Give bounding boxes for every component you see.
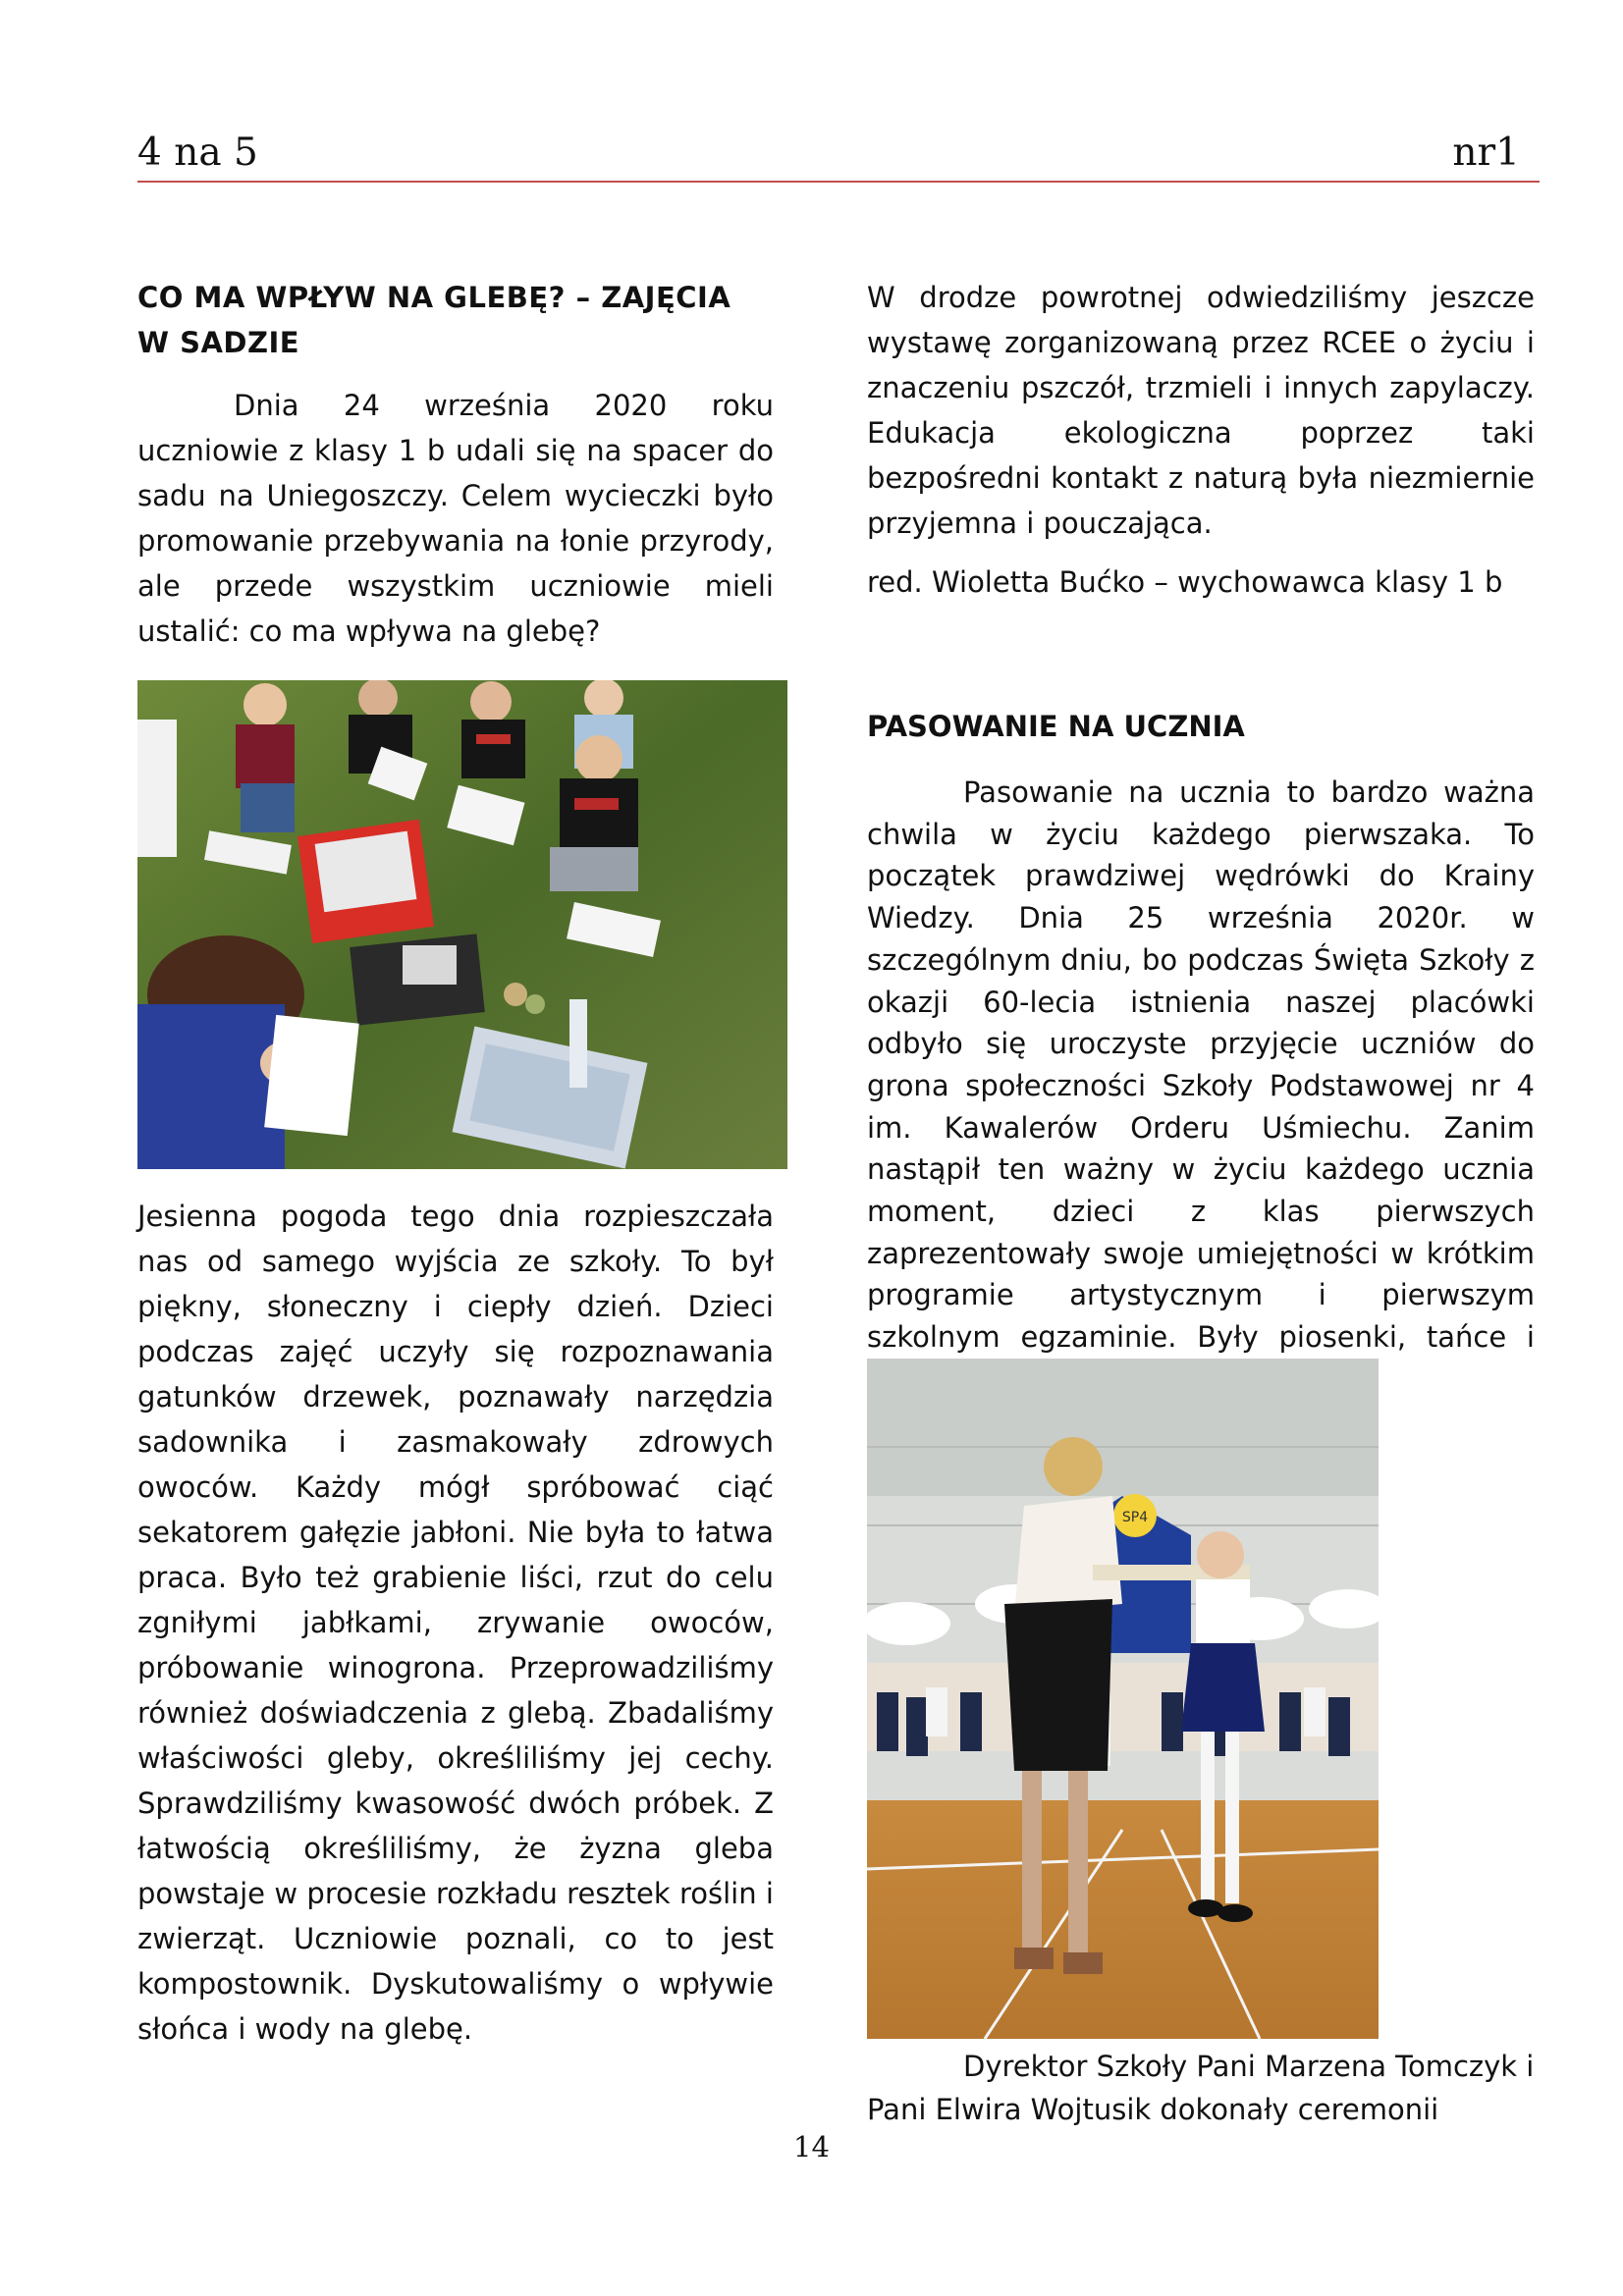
article1-continuation: W drodze powrotnej odwiedziliśmy jeszcze wystawę zorganizowaną przez RCEE o życiu i znaczeniu pszczół, trzmieli i innych zapylaczy. Edukacja ekologiczna poprzez taki bezpośredni kontakt z naturą była niezmiernie przyjemna i pouczająca. (867, 281, 1535, 540)
school-badge-text: SP4 (1121, 1510, 1149, 1525)
article2-title: PASOWANIE NA UCZNIA (867, 710, 1245, 743)
publication-title: 4 na 5 (137, 131, 258, 175)
orchard-photo (137, 680, 787, 1169)
article1-intro: Dnia 24 września 2020 roku uczniowie z klasy 1 b udali się na spacer do sadu na Uniegoszczy. Celem wycieczki było promowanie przebywania na łonie przyrody, ale przede wszystkim uczniowie mieli ustalić: co ma wpływa na glebę? (137, 389, 774, 648)
article1-body: Jesienna pogoda tego dnia rozpieszczała nas od samego wyjścia ze szkoły. To był piękny, słoneczny i ciepły dzień. Dzieci podczas zajęć uczyły się rozpoznawania gatunków drzewek, poznawały narzędzia sadownika i zasmakowały zdrowych owoców. Każdy mógł spróbować ciąć sekatorem gałęzie jabłoni. Nie była to łatwa praca. Było też grabienie liści, rzut do celu zgniłymi jabłkami, zrywanie owoców, próbowanie winogrona. Przeprowadziliśmy również doświadczenia z glebą. Zbadaliśmy właściwości gleby, określiliśmy jej cechy. Sprawdziliśmy kwasowość dwóch próbek. Z łatwością określiliśmy, że żyzna gleba powstaje w procesie rozkładu resztek roślin i zwierząt. Uczniowie poznali, co to jest kompostownik. Dyskutowaliśmy o wpływie słońca i wody na glebę. (137, 1200, 774, 2046)
article1-title: CO MA WPŁYW NA GLEBĘ? – ZAJĘCIA W SADZIE (137, 281, 731, 359)
page-header (137, 132, 1540, 183)
left-column-continued (137, 1194, 774, 2052)
article2-body-wrap (867, 772, 1535, 1401)
article2 (867, 704, 1535, 749)
page-number: 14 (793, 2130, 830, 2163)
issue-number: nr1 (1452, 131, 1520, 175)
ceremony-caption: Dyrektor Szkoły Pani Marzena Tomczyk i Pani Elwira Wojtusik dokonały ceremonii (867, 2050, 1535, 2126)
left-column (137, 275, 774, 654)
caption-wrap (867, 2045, 1535, 2131)
article1-signature: red. Wioletta Bućko – wychowawca klasy 1 b (867, 565, 1503, 599)
right-column (867, 275, 1535, 605)
ceremony-photo (867, 1359, 1379, 2039)
article2-body: Pasowanie na ucznia to bardzo ważna chwila w życiu każdego pierwszaka. To początek prawdziwej wędrówki do Krainy Wiedzy. Dnia 25 września 2020r. w szczególnym dniu, bo podczas Święta Szkoły z okazji 60-lecia istnienia naszej placówki odbyło się uroczyste przyjęcie uczniów do grona społeczności Szkoły Podstawowej nr 4 im. Kawalerów Orderu Uśmiechu. Zanim nastąpił ten ważny w życiu każdego ucznia moment, dzieci z klas pierwszych zaprezentowały swoje umiejętności w krótkim programie artystycznym i pierwszym szkolnym egzaminie. Były piosenki, tańce i (867, 775, 1535, 1355)
